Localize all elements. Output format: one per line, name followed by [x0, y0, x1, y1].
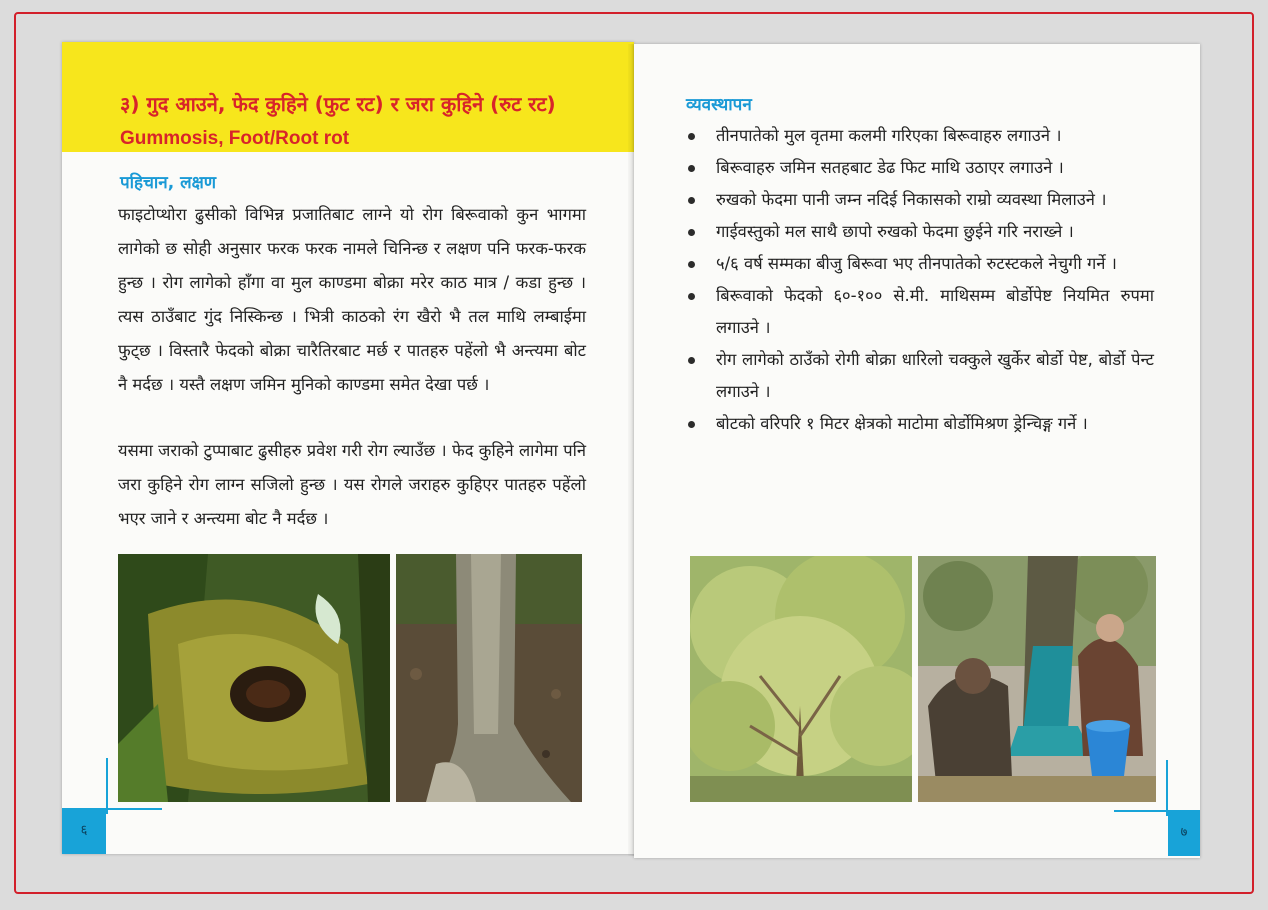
photo-gummosis-trunk: [118, 554, 390, 802]
photo-yellowing-tree: [690, 556, 912, 802]
photo-foot-rot-base: [396, 554, 582, 802]
bullet-icon: [688, 229, 695, 236]
left-page: [62, 42, 634, 854]
bullet-icon: [688, 261, 695, 268]
corner-accent-horizontal: [1114, 810, 1168, 812]
bullet-icon: [688, 421, 695, 428]
corner-accent-vertical: [106, 758, 108, 814]
list-item: बिरूवाहरु जमिन सतहबाट डेढ फिट माथि उठाएर लगाउने ।: [684, 152, 1154, 184]
list-item: गाईवस्तुको मल साथै छापो रुखको फेदमा छुईने गरि नराख्ने ।: [684, 216, 1154, 248]
paragraph-root-rot: यसमा जराको टुप्पाबाट ढुसीहरु प्रवेश गरी रोग ल्याउँछ । फेद कुहिने लागेमा पनि जरा कुहिने रोग लाग्न सजिलो हुन्छ । यस रोगले जराहरु कुहिएर पातहरु पहेंलो भएर जाने र अन्त्यमा बोट नै मर्दछ ।: [118, 441, 586, 528]
bullet-icon: [688, 357, 695, 364]
list-item: बोटको वरिपरि १ मिटर क्षेत्रको माटोमा बोर्डोमिश्रण ड्रेन्चिङ्ग गर्ने ।: [684, 408, 1154, 440]
section-heading-management: व्यवस्थापन: [686, 95, 752, 115]
corner-accent-horizontal: [106, 808, 162, 810]
page-number-tab-right: ७: [1168, 810, 1200, 856]
page-title-nepali: ३) गुद आउने, फेद कुहिने (फुट रट) र जरा कुहिने (रुट रट): [120, 92, 556, 116]
bullet-icon: [688, 197, 695, 204]
bullet-icon: [688, 293, 695, 300]
paragraph-symptoms: फाइटोप्थोरा ढुसीको विभिन्न प्रजातिबाट लाग्ने यो रोग बिरूवाको कुन भागमा लागेको छ सोही अनुसार फरक फरक नामले चिनिन्छ र लक्षण पनि फरक-फरक हुन्छ । रोग लागेको हाँगा वा मुल काण्डमा बोक्रा मरेर काठ मात्र / कडा हुन्छ । त्यस ठाउँबाट गुंद निस्किन्छ । भित्री काठको रंग खैरो भै तल माथि लम्बाईमा फुट्छ । विस्तारै फेदको बोक्रा चारैतिरबाट मर्छ र पातहरु पहेंलो भै अन्त्यमा बोट नै मर्दछ । यस्तै लक्षण जमिन मुनिको काण्डमा समेत देखा पर्छ ।: [118, 205, 586, 394]
bullet-icon: [688, 133, 695, 140]
list-item: बिरूवाको फेदको ६०-१०० से.मी. माथिसम्म बोर्डोपेष्ट नियमित रुपमा लगाउने ।: [684, 280, 1154, 344]
page-title-english: Gummosis, Foot/Root rot: [120, 128, 350, 149]
section-heading-identification: पहिचान, लक्षण: [120, 173, 217, 193]
page-number-tab-left: ६: [62, 808, 106, 854]
management-list: [684, 120, 1154, 440]
list-item: तीनपातेको मुल वृतमा कलमी गरिएका बिरूवाहरु लगाउने ।: [684, 120, 1154, 152]
list-item: ५/६ वर्ष सम्मका बीजु बिरूवा भए तीनपातेको रुटस्टकले नेचुगी गर्ने ।: [684, 248, 1154, 280]
photo-applying-bordeaux-paste: [918, 556, 1156, 802]
list-item: रुखको फेदमा पानी जम्न नदिई निकासको राम्रो व्यवस्था मिलाउने ।: [684, 184, 1154, 216]
corner-accent-vertical: [1166, 760, 1168, 816]
list-item: रोग लागेको ठाउँको रोगी बोक्रा धारिलो चक्कुले खुर्केर बोर्डो पेष्ट, बोर्डो पेन्ट लगाउने ।: [684, 344, 1154, 408]
bullet-icon: [688, 165, 695, 172]
right-page: [634, 44, 1200, 858]
